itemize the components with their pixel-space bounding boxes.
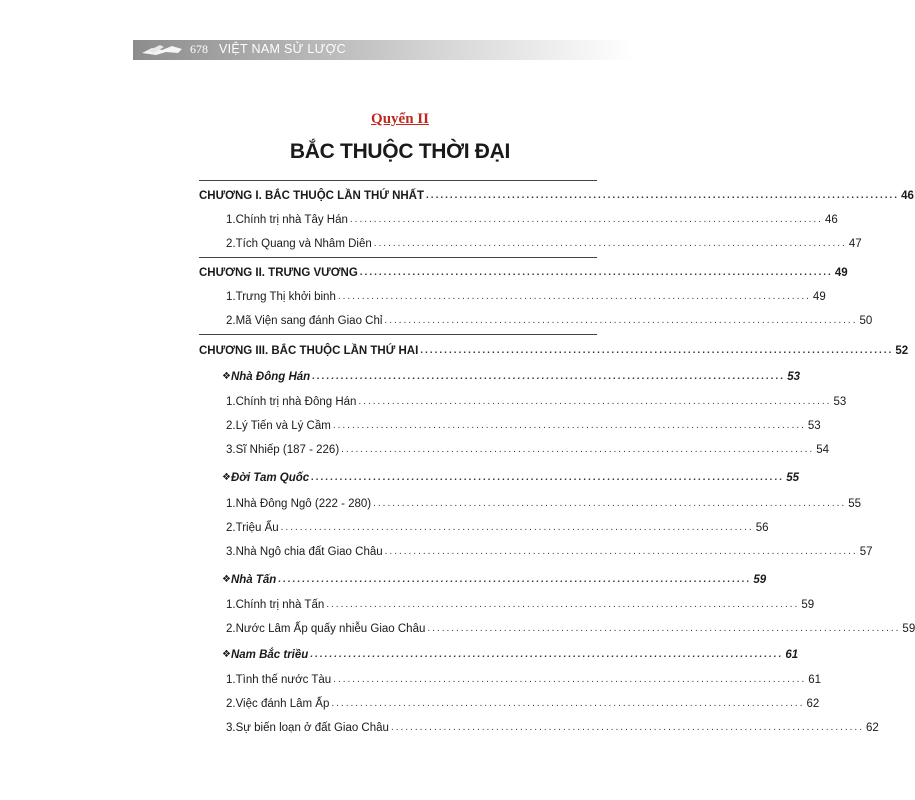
toc-section-tam-quoc[interactable]	[222, 465, 800, 485]
toc-leader-dots: ...................................................................................................	[333, 674, 807, 685]
toc-page-number: 52	[895, 345, 909, 357]
toc-leader-dots: ...................................................................................................	[390, 722, 864, 733]
toc-page-number: 59	[801, 599, 815, 611]
diamond-bullet-icon: ❖	[222, 472, 231, 483]
toc-section-nha-tan[interactable]	[222, 567, 767, 587]
toc-page-number: 49	[812, 291, 826, 303]
toc-item-label: Chính trị nhà Tấn	[235, 599, 325, 611]
page-number: 678	[190, 42, 208, 56]
toc-item[interactable]	[226, 616, 915, 636]
toc-leader-dots: ...................................................................................................	[278, 574, 752, 585]
toc-item[interactable]	[226, 491, 861, 511]
toc-item[interactable]	[226, 284, 826, 304]
toc-chapter-2[interactable]	[199, 260, 848, 280]
toc-leader-dots: ...................................................................................................	[326, 599, 800, 610]
toc-item-label: Tình thế nước Tàu	[235, 674, 332, 686]
toc-page-number: 57	[859, 546, 873, 558]
toc-page-number: 62	[806, 698, 820, 710]
toc-item[interactable]	[226, 437, 830, 457]
running-title: VIỆT NAM SỬ LƯỢC	[219, 42, 346, 56]
toc-leader-dots: ...................................................................................................	[337, 291, 811, 302]
toc-item[interactable]	[226, 715, 879, 735]
toc-item[interactable]	[226, 667, 822, 687]
toc-divider	[199, 334, 597, 335]
toc-page-number: 53	[833, 396, 847, 408]
toc-page-number: 53	[807, 420, 821, 432]
toc-item-label: Tích Quang và Nhâm Diên	[235, 238, 372, 250]
toc-leader-dots: ...................................................................................................	[384, 546, 858, 557]
toc-section-label: Nhà Đông Hán	[230, 371, 311, 383]
toc-page-number: 46	[901, 190, 914, 202]
toc-leader-dots: ...................................................................................................	[311, 472, 785, 483]
toc-item-number: 1.	[226, 498, 236, 510]
diamond-bullet-icon: ❖	[222, 574, 231, 585]
volume-title-text: Quyển II	[371, 111, 429, 127]
toc-item-number: 1.	[226, 599, 236, 611]
toc-page-number: 62	[866, 722, 879, 734]
toc-leader-dots: ...................................................................................................	[358, 396, 832, 407]
toc-item-number: 2.	[226, 623, 236, 635]
toc-page-number: 61	[808, 674, 822, 686]
toc-item-number: 3.	[226, 722, 236, 734]
toc-section-label: Nhà Tấn	[230, 574, 277, 586]
toc-page-number: 59	[753, 574, 767, 586]
toc-divider	[199, 257, 597, 258]
toc-item[interactable]	[226, 592, 815, 612]
toc-page-number: 61	[785, 649, 799, 661]
toc-leader-dots: ...................................................................................................	[373, 238, 847, 249]
toc-divider	[199, 180, 597, 181]
toc-item[interactable]	[226, 691, 820, 711]
toc-page-number: 47	[848, 238, 862, 250]
toc-item-number: 2.	[226, 238, 236, 250]
toc-item-number: 1.	[226, 674, 236, 686]
toc-item-label: Lý Tiến và Lý Cầm	[235, 420, 331, 432]
toc-item-label: Nhà Đông Ngô (222 - 280)	[235, 498, 372, 510]
toc-item[interactable]	[226, 515, 769, 535]
toc-page-number: 53	[787, 371, 801, 383]
toc-leader-dots: ...................................................................................................	[427, 623, 901, 634]
toc-item-number: 2.	[226, 420, 236, 432]
toc-item-number: 1.	[226, 291, 236, 303]
toc-chapter-3[interactable]	[199, 338, 909, 358]
toc-item-label: Trưng Thị khởi binh	[235, 291, 336, 303]
toc-leader-dots: ...................................................................................................	[280, 522, 754, 533]
toc-item-number: 2.	[226, 522, 236, 534]
toc-item[interactable]	[226, 207, 838, 227]
toc-section-label: Nam Bắc triều	[230, 649, 309, 661]
toc-leader-dots: ...................................................................................................	[426, 190, 900, 201]
toc-page-number: 46	[824, 214, 838, 226]
toc-item-label: Mã Viện sang đánh Giao Chỉ	[235, 315, 383, 327]
toc-item-label: Sĩ Nhiếp (187 - 226)	[235, 444, 340, 456]
toc-page-number: 59	[902, 623, 915, 635]
toc-item-label: Chính trị nhà Tây Hán	[235, 214, 348, 226]
toc-leader-dots: ...................................................................................................	[310, 649, 784, 660]
toc-item-number: 1.	[226, 214, 236, 226]
diamond-bullet-icon: ❖	[222, 371, 231, 382]
toc-item[interactable]	[226, 308, 873, 328]
toc-item-number: 2.	[226, 698, 236, 710]
toc-leader-dots: ...................................................................................................	[359, 267, 833, 278]
toc-item[interactable]	[226, 231, 862, 251]
toc-leader-dots: ...................................................................................................	[312, 371, 786, 382]
toc-chapter-label: CHƯƠNG I. BẮC THUỘC LẦN THỨ NHẤT	[199, 190, 425, 202]
toc-item-label: Nước Lâm Ấp quấy nhiễu Giao Châu	[235, 623, 426, 635]
toc-section-label: Đời Tam Quốc	[230, 472, 310, 484]
toc-item-label: Chính trị nhà Đông Hán	[235, 396, 357, 408]
toc-page-number: 49	[834, 267, 848, 279]
part-title: BẮC THUỘC THỜI ĐẠI	[289, 140, 511, 163]
toc-leader-dots: ...................................................................................................	[341, 444, 815, 455]
toc-item-number: 3.	[226, 444, 236, 456]
toc-page-number: 54	[816, 444, 830, 456]
toc-chapter-label: CHƯƠNG III. BẮC THUỘC LẦN THỨ HAI	[199, 345, 419, 357]
toc-page-number: 55	[848, 498, 861, 510]
diamond-bullet-icon: ❖	[222, 649, 231, 660]
toc-item-label: Nhà Ngô chia đất Giao Châu	[235, 546, 383, 558]
toc-item-number: 1.	[226, 396, 236, 408]
toc-item-label: Sự biến loạn ở đất Giao Châu	[235, 722, 389, 734]
toc-item-number: 2.	[226, 315, 236, 327]
toc-leader-dots: ...................................................................................................	[331, 698, 805, 709]
toc-item[interactable]	[226, 413, 821, 433]
toc-section-dong-han[interactable]	[222, 364, 801, 384]
toc-item[interactable]	[226, 389, 847, 409]
toc-page-number: 50	[859, 315, 873, 327]
toc-item[interactable]	[226, 539, 873, 559]
toc-page-number: 56	[755, 522, 769, 534]
toc-leader-dots: ...................................................................................................	[384, 315, 858, 326]
toc-leader-dots: ...................................................................................................	[332, 420, 806, 431]
toc-chapter-1[interactable]	[199, 183, 914, 203]
toc-leader-dots: ...................................................................................................	[349, 214, 823, 225]
toc-item-number: 3.	[226, 546, 236, 558]
toc-leader-dots: ...................................................................................................	[420, 345, 894, 356]
toc-chapter-label: CHƯƠNG II. TRƯNG VƯƠNG	[199, 267, 358, 279]
toc-item-label: Triệu Ẩu	[235, 522, 279, 534]
toc-page-number: 55	[786, 472, 800, 484]
toc-leader-dots: ...................................................................................................	[373, 498, 847, 509]
toc-item-label: Việc đánh Lâm Ấp	[235, 698, 330, 710]
toc-section-nam-bac-trieu[interactable]	[222, 642, 799, 662]
